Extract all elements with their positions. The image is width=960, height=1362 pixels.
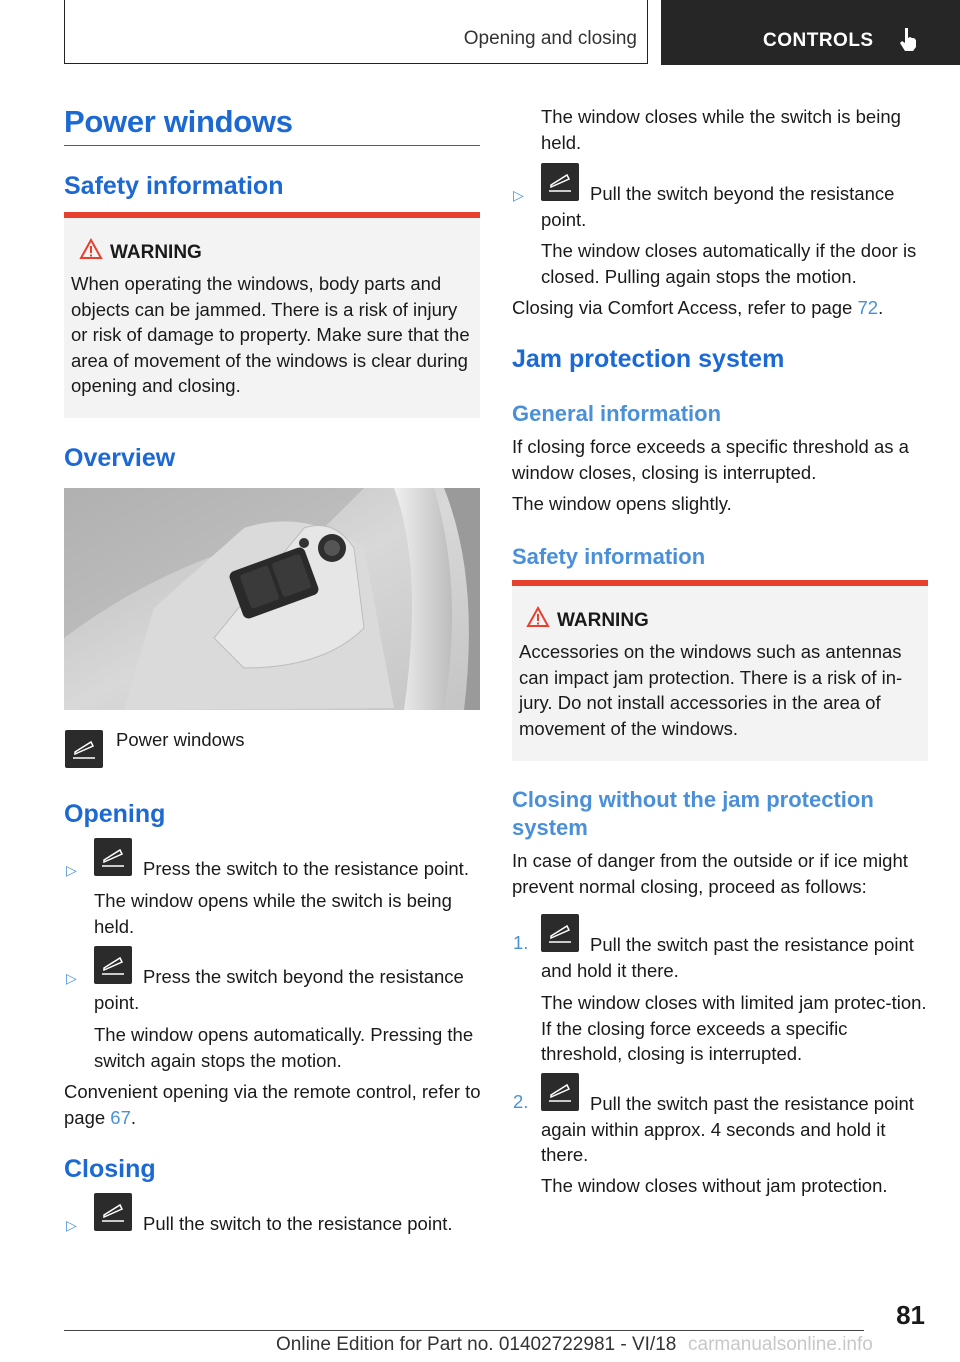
opening-heading: Opening — [64, 800, 166, 828]
header-chapter-label: CONTROLS — [763, 30, 874, 51]
warning-label: WARNING — [557, 610, 649, 631]
page-title: Power windows — [64, 104, 293, 139]
general-info-heading: General information — [512, 401, 722, 426]
power-window-switch-icon — [94, 838, 132, 876]
opening-item-1-line2: The window opens while the switch is being held. — [94, 890, 452, 937]
closing-without-jam-heading: Closing without the jam protection system — [512, 787, 874, 840]
closing-item-2-line2: The window closes automatically if the door is closed. Pulling again stops the motion. — [541, 240, 917, 287]
overview-legend-text: Power windows — [116, 729, 245, 750]
opening-item-2-line1: Press the switch beyond the resistance point. — [94, 966, 464, 1013]
opening-note-text: Convenient opening via the remote control, refer to page — [64, 1081, 481, 1128]
footer-watermark: carmanualsonline.info — [688, 1334, 873, 1355]
warning-box-2 — [512, 580, 928, 761]
opening-note-period: . — [130, 1106, 137, 1128]
bullet-icon: ▷ — [513, 187, 524, 203]
header-chapter-tab[interactable] — [661, 0, 960, 65]
title-divider — [64, 145, 480, 146]
step-1-line2: The window closes with limited jam protec-tion. If the closing force exceeds a specific threshold, closing is interrupted. — [541, 992, 927, 1064]
page-link-67[interactable]: 67 — [110, 1106, 131, 1128]
bullet-icon: ▷ — [66, 970, 77, 986]
power-window-switch-icon — [65, 730, 103, 768]
safety-heading: Safety information — [64, 172, 284, 200]
opening-item-2-line2: The window opens automatically. Pressing the switch again stops the motion. — [94, 1024, 474, 1071]
power-window-switch-photo — [64, 488, 480, 710]
warning-triangle-icon — [79, 238, 103, 265]
warning-box-1 — [64, 212, 480, 418]
step-2-line1: Pull the switch past the resistance point again within approx. 4 seconds and hold it there. — [541, 1093, 914, 1165]
general-info-text-2: The window opens slightly. — [512, 493, 732, 514]
warning-label: WARNING — [110, 242, 202, 263]
footer-divider — [64, 1330, 864, 1331]
opening-remote-note — [64, 1079, 484, 1130]
opening-item-1-line1: Press the switch to the resistance point. — [143, 858, 469, 879]
warning-text: When operating the windows, body parts and objects can be jammed. There is a risk of injury or risk of damage to property. Make sure that the area of movement of the windows is clear during opening and closing. — [71, 273, 470, 396]
warning-text: Accessories on the windows such as antennas can impact jam protection. There is a risk of in-jury. Do not install accessories in the area of movement of the windows. — [519, 641, 903, 739]
safety-heading-2: Safety information — [512, 544, 706, 569]
closing-item-2-line1: Pull the switch beyond the resistance point. — [541, 183, 895, 230]
power-window-switch-icon — [94, 1193, 132, 1231]
closing-item-1: Pull the switch to the resistance point. — [143, 1213, 453, 1234]
step-1-line1: Pull the switch past the resistance point and hold it there. — [541, 934, 914, 981]
step-number-2: 2. — [513, 1091, 529, 1112]
step-2-line2: The window closes without jam protection. — [541, 1175, 888, 1196]
bullet-icon: ▷ — [66, 862, 77, 878]
page-number: 81 — [896, 1300, 925, 1330]
overview-heading: Overview — [64, 444, 176, 472]
comfort-access-note — [512, 295, 932, 321]
comfort-note-text: Closing via Comfort Access, refer to page — [512, 297, 858, 318]
closing-without-jam-text: In case of danger from the outside or if ice might prevent normal closing, proceed as follows: — [512, 850, 908, 897]
bullet-icon: ▷ — [66, 1217, 77, 1233]
warning-triangle-icon — [526, 606, 550, 633]
header-section-title: Opening and closing — [463, 28, 637, 49]
comfort-note-period: . — [878, 297, 884, 318]
footer-edition: Online Edition for Part no. 01402722981 - VI/18 — [276, 1334, 677, 1355]
general-info-text: If closing force exceeds a specific threshold as a window closes, closing is interrupted. — [512, 436, 909, 483]
closing-heading: Closing — [64, 1155, 156, 1183]
hand-pointer-icon — [897, 26, 921, 57]
jam-protection-heading: Jam protection system — [512, 345, 785, 373]
step-number-1: 1. — [513, 932, 529, 953]
closing-item-1-continued: The window closes while the switch is being held. — [541, 106, 901, 153]
page-link-72[interactable]: 72 — [857, 297, 879, 318]
